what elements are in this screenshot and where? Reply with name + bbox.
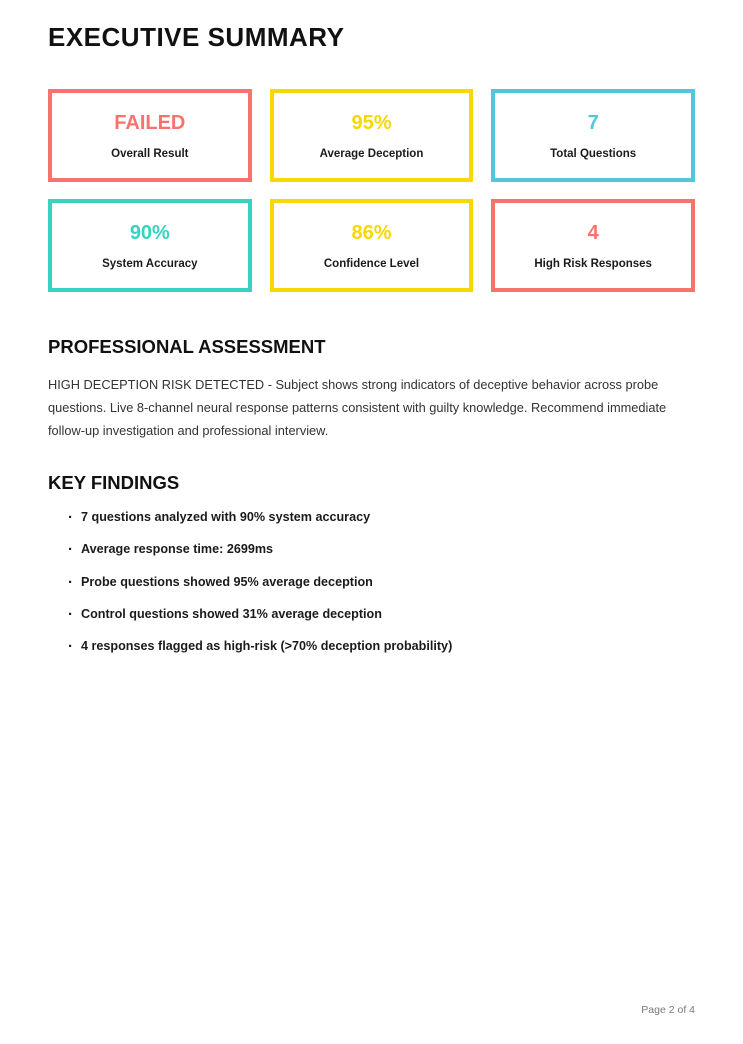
- metric-value: 7: [587, 111, 599, 134]
- metric-card-confidence-level: [270, 199, 474, 292]
- metric-card-total-questions: [491, 89, 695, 182]
- metric-card-high-risk-responses: [491, 199, 695, 292]
- key-findings-section: [48, 472, 695, 654]
- metric-label: Confidence Level: [323, 257, 420, 270]
- professional-assessment-section: [48, 336, 695, 442]
- metric-value: 95%: [351, 111, 392, 134]
- professional-assessment-body: HIGH DECEPTION RISK DETECTED - Subject shows strong indicators of deceptive behavior across probe questions. Live 8-channel neural response patterns consistent with guilty knowledge. Recommend immediate follow-up investigation and professional interview.: [48, 377, 667, 438]
- list-item: · Average response time: 2699ms: [68, 542, 695, 557]
- list-item: · 7 questions analyzed with 90% system accuracy: [68, 510, 695, 525]
- metric-card-system-accuracy: [48, 199, 252, 292]
- metric-label: Overall Result: [111, 147, 189, 160]
- list-item: · Probe questions showed 95% average deception: [68, 575, 695, 590]
- list-item: · 4 responses flagged as high-risk (>70% deception probability): [68, 639, 695, 654]
- metric-card-average-deception: [270, 89, 474, 182]
- metric-label: Average Deception: [319, 147, 424, 160]
- metric-label: System Accuracy: [102, 257, 198, 270]
- key-findings-list: [48, 510, 695, 654]
- metric-card-overall-result: [48, 89, 252, 182]
- professional-assessment-heading: PROFESSIONAL ASSESSMENT: [48, 336, 326, 357]
- metric-value: 90%: [129, 221, 170, 244]
- metric-value: 4: [587, 221, 599, 244]
- metric-value: FAILED: [114, 111, 186, 134]
- page-title: EXECUTIVE SUMMARY: [48, 22, 345, 52]
- metric-value: 86%: [351, 221, 392, 244]
- key-findings-heading: KEY FINDINGS: [48, 472, 180, 494]
- metrics-grid: [48, 89, 695, 292]
- metric-label: High Risk Responses: [534, 257, 652, 270]
- metric-label: Total Questions: [550, 147, 637, 160]
- list-item: · Control questions showed 31% average deception: [68, 607, 695, 622]
- page-footer: Page 2 of 4: [641, 1004, 695, 1016]
